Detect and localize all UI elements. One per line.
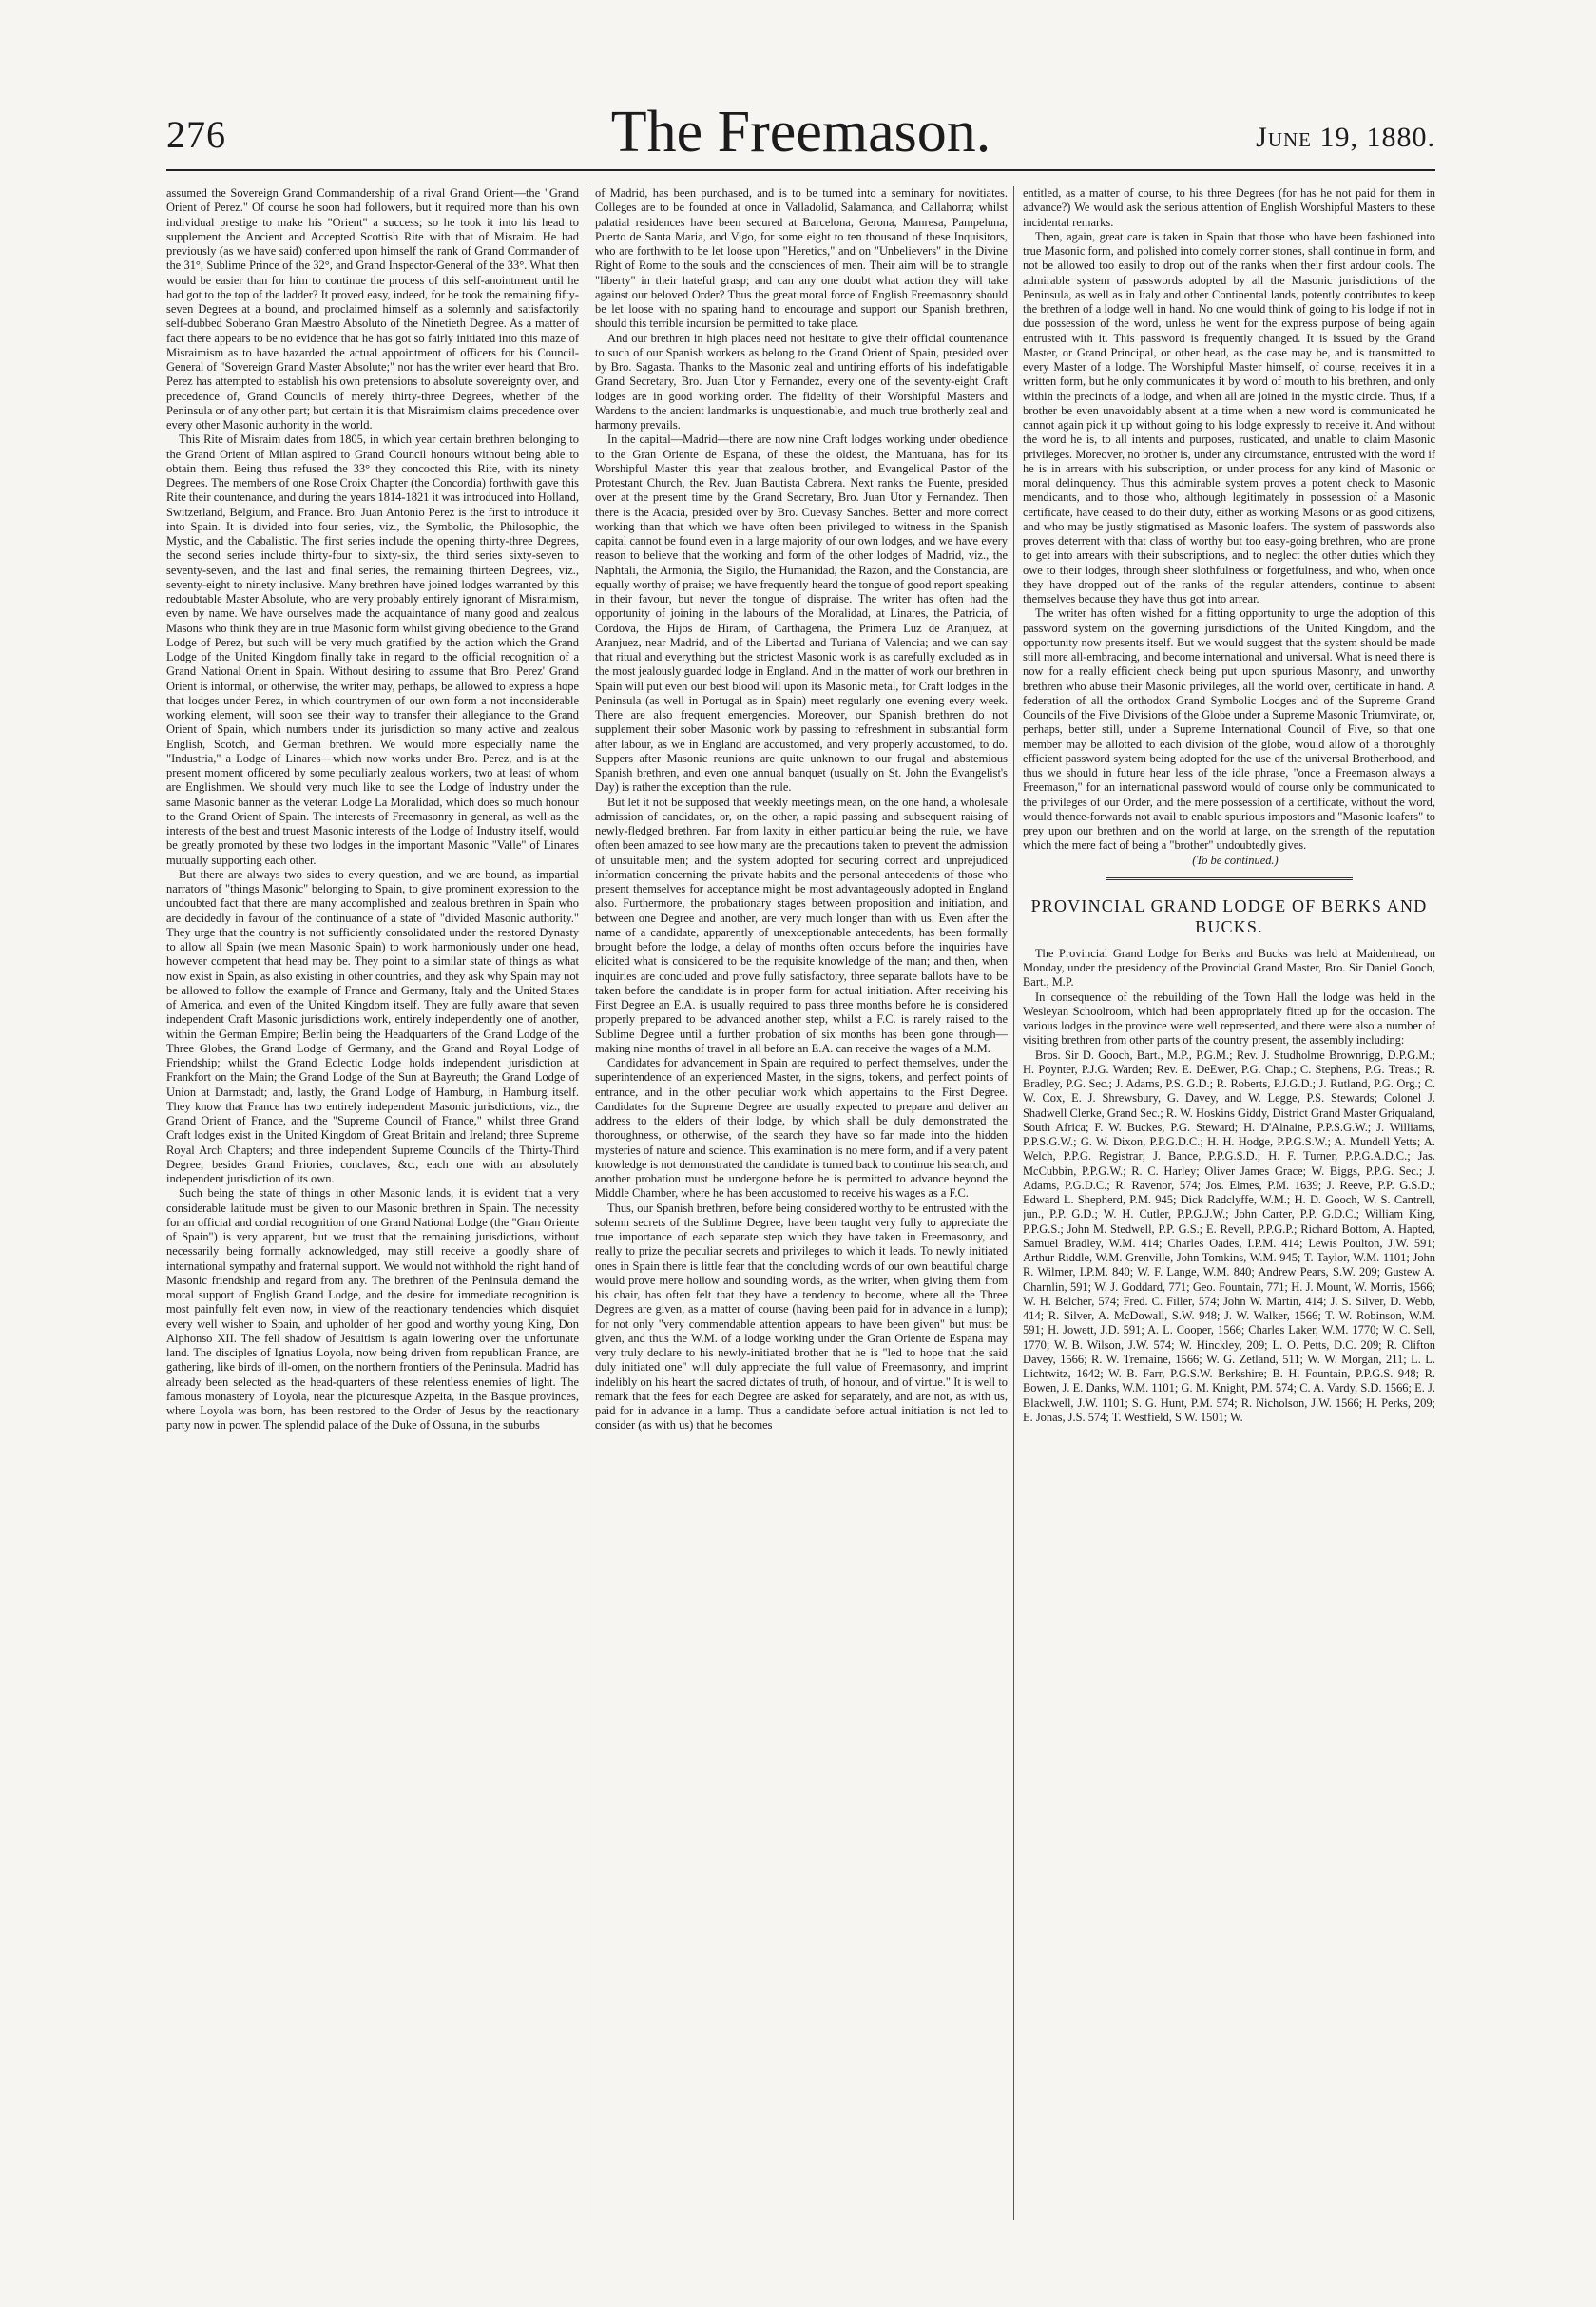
paragraph: Such being the state of things in other Masonic lands, it is evident that a very considerable latitude must be given to our Masonic brethren in Spain. The necessity for an official and cordial recognition of one Grand National Lodge (the "Gran Oriente of Spain") is very apparent, but we trust that the remaining jurisdictions, without necessarily being formally acknowledged, may still receive a goodly share of international sympathy and fraternal support. We would not withhold the right hand of Masonic friendship and regard from any. The brethren of the Peninsula demand the moral support of English Grand Lodge, and the desire for immediate recognition is most painfully felt even now, in view of the reactionary tendencies which disquiet every well wisher to Spain, and upholder of her good and worthy young King, Don Alphonso XII. The fell shadow of Jesuitism is again lowering over the unfortunate land. The disciples of Ignatius Loyola, now being driven from republican France, are gathering, like birds of ill-omen, on the northern frontiers of the Peninsula. Madrid has already been selected as the head-quarters of these relentless enemies of light. The famous monastery of Loyola, near the picturesque Azpeita, in the Basque provinces, where Loyola was born, has been restored to the Order of Jesus by the reactionary party now in power. The splendid palace of the Duke of Ossuna, in the suburbs [166,1186,579,1432]
column-1 [166,186,579,2220]
paragraph: In consequence of the rebuilding of the Town Hall the lodge was held in the Wesleyan Schoolroom, which had been appropriately fitted up for the occasion. The various lodges in the province were well represented, and there were also a number of visiting brethren from other parts of the country present, the assembly including: [1023,990,1435,1048]
masthead-title: The Freemason. [610,100,991,164]
paragraph: But let it not be supposed that weekly meetings mean, on the one hand, a wholesale admission of candidates, or, on the other, a rapid passing and subsequent raising of newly-fledged brethren. Far from laxity in either particular being the rule, we have often been amazed to see how many are the precautions taken to prevent the admission of unsuitable men; and the system adopted for securing correct and unprejudiced information concerning the private habits and the personal antecedents of those who present themselves for acceptance might be most advantageously adopted in England also. Furthermore, the probationary stages between proposition and initiation, and between one Degree and another, are very much longer than with us. Even after the name of a candidate, apparently of unexceptionable antecedents, has been formally brought before the lodge, a delay of months often occurs before the inquiries have elicited what is considered to be the requisite knowledge of the man; and then, when inquiries are concluded and prove fully satisfactory, three separate ballots have to be taken before the candidate is in proper form for actual initiation. After receiving his First Degree an E.A. is usually required to pass three months before he is considered properly prepared to be advanced another step, whilst a F.C. is rarely raised to the Sublime Degree until a further probation of six months has been gone through—making nine months of travel in all before an E.A. can receive the wages of a M.M. [595,795,1008,1055]
to-be-continued: (To be continued.) [1192,853,1279,867]
page-header [166,99,1435,165]
attendee-list: Bros. Sir D. Gooch, Bart., M.P., P.G.M.; Rev. J. Studholme Brownrigg, D.P.G.M.; H. Poynter, P.J.G. Warden; Rev. E. DeEwer, P.G. Chap.; C. Stephens, P.G. Treas.; R. Bradley, P.G. Sec.; J. Adams, P.S. G.D.; R. Roberts, P.J.G.D.; J. Rutland, P.G. Org.; C. W. Cox, E. J. Shrewsbury, G. Davey, and W. Legge, P.S. Stewards; Colonel J. Shadwell Clerke, Grand Sec.; R. W. Hoskins Giddy, District Grand Master Griqualand, South Africa; F. W. Buckes, P.G. Steward; H. D'Alnaine, P.P.S.G.W.; J. Williams, P.P.S.G.W.; G. W. Dixon, P.P.G.D.C.; H. H. Hodge, P.P.G.S.W.; A. Mundell Yetts; A. Welch, P.P.G. Registrar; J. Bance, P.P.G.S.D.; H. F. Turner, P.P.G.A.D.C.; Jas. McCubbin, P.P.G.W.; R. C. Harley; Oliver James Grace; W. Biggs, P.P.G. Sec.; J. Adams, P.G.D.C.; R. Ravenor, 574; Jos. Elmes, P.M. 1639; J. Reeve, P.P. G.S.D.; Edward L. Shepherd, P.M. 945; Dick Radclyffe, W.M.; H. D. Gooch, W. S. Cantrell, jun., P.P. G.D.; W. H. Cutler, P.P.G.J.W.; John Carter, P.P. G.D.C.; William King, P.P.G.S.; John M. Stedwell, P.P. G.S.; E. Revell, P.P.G.P.; Richard Bottom, A. Hapted, Samuel Bradley, W.M. 414; Charles Oades, I.P.M. 414; Lewis Poulton, J.W. 591; Arthur Riddle, W.M. Grenville, John Tomkins, W.M. 945; T. Taylor, W.M. 1101; John R. Wilmer, I.P.M. 840; W. F. Lange, W.M. 840; Andrew Pears, S.W. 209; Gustew A. Charnlin, 591; W. J. Goddard, 771; Geo. Fountain, 771; H. J. Mount, W. Morris, 1566; W. H. Belcher, 574; Fred. C. Filler, 574; John W. Martin, 414; J. S. Silver, D. Webb, 414; R. Silver, A. McDowall, S.W. 948; J. W. Walker, 1566; T. W. Robinson, W.M. 591; H. Jowett, J.D. 591; A. L. Cooper, 1566; Charles Laker, W.M. 1770; W. C. Sell, 1770; W. B. Wilson, J.W. 574; W. Hinckley, 209; L. O. Petts, D.C. 209; R. Clifton Davey, 1566; R. W. Tremaine, 1566; W. G. Zetland, 511; W. W. Morgan, 211; L. L. Lichtwitz, 1642; W. B. Farr, P.G.S.W. Berkshire; B. H. Fountain, P.P.G.S. 948; R. Bowen, J. E. Danks, W.M. 1101; G. M. Knight, P.M. 574; C. A. Vardy, S.D. 1566; E. J. Blackwell, J.W. 1101; S. G. Hunt, P.M. 574; R. Nicholson, J.W. 1566; H. Perks, 209; E. Jonas, J.S. 574; T. Westfield, S.W. 1501; W. [1023,1048,1435,1424]
paragraph: But there are always two sides to every question, and we are bound, as impartial narrators of "things Masonic" belonging to Spain, to give prominent expression to the undoubted fact that there are many accomplished and zealous brethren in Spain who are decidedly in favour of the continuance of a state of "divided Masonic authority." They urge that the country is not sufficiently consolidated under the restored Dynasty to allow all Spain (we mean Masonic Spain) to work harmoniously under one head, however competent that head may be. They point to a similar state of things as what now exist in Spain, as also existing in other countries, and they ask why Spain may not be allowed to follow the example of France and Germany, Italy and the United States of America, and even of the United Kingdom itself. They are fully aware that seven independent Craft Masonic jurisdictions work, entirely independently one of another, within the German Empire; Berlin being the Headquarters of the Grand Lodge of the Three Globes, the Grand Lodge of Germany, and the Grand and Royal Lodge of Friendship; whilst the Grand Eclectic Lodge holds independent jurisdiction at Frankfort on the Main; the Grand Lodge of the Sun at Bayreuth; the Grand Lodge of Union at Darmstadt; and, lastly, the Grand Lodge of Hamburg, in Hamburg itself. They know that France has two entirely independent Masonic jurisdictions, viz., the Grand Orient of France, and the "Supreme Council of France," whilst three Grand Craft lodges exist in the United Kingdom of Great Britain and Ireland; three Supreme Royal Arch Chapters; and three independent Supreme Councils of the Thirty-Third Degree; besides Grand Priories, conclaves, &c., each one with an absolutely independent jurisdiction of its own. [166,867,579,1185]
paragraph: Thus, our Spanish brethren, before being considered worthy to be entrusted with the solemn secrets of the Sublime Degree, have been taught very fully to appreciate the true importance of each separate step which they have taken in Freemasonry, and really to prize the peculiar secrets and privileges to which it leads. To newly initiated ones in Spain there is little fear that the concluding words of our own beautiful charge would prove mere hollow and sounding words, as the writer, when giving them from his chair, has often felt that they have a tendency to become, where all the Three Degrees are given, as a matter of course (having been paid for in advance in a lump); for not only "very commendable attention appears to have been given" but must be given, and thus the W.M. of a lodge working under the Gran Oriente de Espana may very truly declare to his newly-initiated brother that he is "led to hope that the said duly initiated one" will duly appreciate the full value of Freemasonry, and imprint indelibly on his heart the sacred dictates of truth, of honour, and of virtue." It is well to remark that the fees for each Degree are asked for separately, and are not, as with us, paid for in advance in a lump. Thus a candidate before actual initiation is not led to consider (as with us) that he becomes [595,1201,1008,1432]
column-3 [1023,186,1435,2220]
paragraph: of Madrid, has been purchased, and is to be turned into a seminary for novitiates. Colleges are to be founded at once in Valladolid, Salamanca, and Callahorra; whilst palatial residences have been secured at Barcelona, Gerona, Manresa, Pampeluna, Puerto de Santa Maria, and Vigo, for some eight to ten thousand of these Inquisitors, who are forthwith to be let loose upon "Heretics," and on "Unbelievers" in the Divine Right of Rome to the souls and the consciences of men. Their aim will be to strangle "liberty" in their hateful grasp; and can any one doubt what action they will take against our beloved Order? Thus the great moral force of English Freemasonry should be let loose with no sparing hand to encourage and support our Spanish brethren, should this terrible incursion be permitted to take place. [595,186,1008,331]
column-divider [1013,186,1014,2220]
paragraph: The writer has often wished for a fitting opportunity to urge the adoption of this password system on the governing jurisdictions of the United Kingdom, and the opportunity now presents itself. But we would suggest that the system should be made still more all-embracing, and become international and universal. What is need there is now for a really efficient check being put upon spurious Masonry, and unworthy brethren who abuse their Masonic privileges, all the world over, certificate in hand. A federation of all the orthodox Grand Symbolic Lodges and of the Supreme Grand Councils of the Five Divisions of the Globe under a Supreme Masonic Triumvirate, or, perhaps, better still, under a Supreme International Council of Five, so that one member may be allotted to each division of the globe, would allow of a thoroughly efficient password system being adopted for the use of the universal Brotherhood, and thus we should in future hear less of the idle phrase, "once a Freemason always a Freemason," for an international password would of course only be communicated to the privileges of our Order, and the mere possession of a certificate, without the word, would thence-forwards not avail to enable spurious impostors and "Masonic loafers" to prey upon our brethren and on the world at large, on the strength of the reputation which the mere fact of being a "brother" undoubtedly gives. [1023,606,1435,853]
paragraph: And our brethren in high places need not hesitate to give their official countenance to such of our Spanish workers as belong to the Grand Orient of Spain, presided over by Bro. Sagasta. Thanks to the Masonic zeal and untiring efforts of his indefatigable Grand Secretary, Bro. Juan Utor y Fernandez, every one of the seventy-eight Craft lodges are in good working order. The fidelity of their Worshipful Masters and Wardens to the ancient landmarks is unquestionable, and much true brotherly zeal and harmony prevails. [595,331,1008,432]
page-number: 276 [166,113,226,156]
paragraph: entitled, as a matter of course, to his three Degrees (for has he not paid for them in advance?) We would ask the serious attention of English Worshipful Masters to these incidental remarks. [1023,186,1435,229]
paragraph: This Rite of Misraim dates from 1805, in which year certain brethren belonging to the Grand Orient of Milan aspired to Grand Council honours without being able to obtain them. Being thus refused the 33° they concocted this Rite, with its ninety Degrees. The members of one Rose Croix Chapter (the Concordia) forthwith gave this Rite their countenance, and during the years 1814-1821 it was introduced into Holland, Switzerland, Belgium, and France. Bro. Juan Antonio Perez is the first to introduce it into Spain. It is divided into four series, viz., the Symbolic, the Philosophic, the Mystic, and the Cabalistic. The first series include the opening thirty-three Degrees, the second series include thirty-four to sixty-six, the third series sixty-seven to seventy-seven, and the last and final series, the remaining thirteen Degrees, viz., seventy-eight to ninety inclusive. Many brethren have joined lodges warranted by this redoubtable Master Absolute, who are very probably entirely ignorant of Misraimism, even by name. We have ourselves made the acquaintance of many good and zealous Masons who think they are in true Masonic form whilst giving obedience to the Grand Lodge of Perez, but such will be very much gratified by the action which the Grand Lodge of the United Kingdom finally take in regard to the official recognition of a Grand National Orient in Spain. Without desiring to assume that Bro. Perez' Grand Orient is informal, or otherwise, the writer may, perhaps, be allowed to express a hope that lodges under Perez, in which countrymen of our own form a not inconsiderable working element, will soon see their way to transfer their allegiance to the Grand Orient of Spain, which numbers under its jurisdiction so many active and zealous English, Scotch, and German brethren. We would more especially name the "Industria," a Lodge of Linares—which now works under Bro. Perez, and is at the present moment officered by some peculiarly zealous workers, two at least of whom are Englishmen. We should very much like to see the Lodge of Industry under the same Masonic banner as the veteran Lodge La Moralidad, which does so much honour to the Grand Orient of Spain. The interests of Freemasonry in general, as well as the interests of the best and truest Masonic interests of the Lodge of Industry itself, would be greatly promoted by these two lodges in the important Masonic "Valle" of Linares mutually supporting each other. [166,433,579,867]
section-divider [1106,877,1353,882]
paragraph: The Provincial Grand Lodge for Berks and Bucks was held at Maidenhead, on Monday, under the presidency of the Provincial Grand Master, Bro. Sir Daniel Gooch, Bart., M.P. [1023,946,1435,990]
header-rule [166,169,1435,171]
paragraph: assumed the Sovereign Grand Commandership of a rival Grand Orient—the "Grand Orient of Perez." Of course he soon had followers, but it required more than his own individual prestige to make his "Orient" a success; so he took it into his head to supplement the Ancient and Accepted Scottish Rite with that of Misraim. He had previously (as we have said) conferred upon himself the rank of Grand Commander of the 31°, Sublime Prince of the 32°, and Grand Inspector-General of the 33°. What then would be easier than for him to continue the process of this self-anointment until he had got to the top of the ladder? It proved easy, indeed, for he took the remaining fifty-seven Degrees at a bound, and proclaimed himself as a solemnly and satisfactorily self-dubbed Soberano Gran Maestro Absoluto of the Ninetieth Degree. As a matter of fact there appears to be no evidence that he has got so fairly initiated into this maze of Misraimism as to have hazarded the actual appointment of officers for his Council-General of "Sovereign Grand Master Absolute;" nor has the writer ever heard that Bro. Perez has attempted to establish his own pretensions to absolute sovereignty over, and precedence of, Grand Councils of merely thirty-three Degrees, whether of the Peninsula or of any other part; but certain it is that Misraimism claims precedence over every other Masonic authority in the world. [166,186,579,432]
issue-date: June 19, 1880. [1256,122,1435,153]
column-2 [595,186,1008,2220]
paragraph: Then, again, great care is taken in Spain that those who have been fashioned into true Masonic form, and polished into comely corner stones, shall continue in form, and not be allowed too easily to drop out of the ranks when their first ardour cools. The admirable system of passwords adopted by all the Masonic jurisdictions of the Peninsula, as well as in Italy and other Continental lands, potently contributes to keep the brethren of a lodge well in hand. No one would think of going to his lodge if not in due possession of the word, unless he went for the express purpose of being again entrusted with it. This password is frequently changed. It is issued by the Grand Master, or Grand Principal, or other head, as the case may be, and is transmitted to every Master of a lodge. The Worshipful Master himself, of course, receives it in a written form, but he only communicates it by word of mouth to his brethren, and only within the precincts of a lodge, and when all are joined in the mystic circle. Thus, if a brother be even unavoidably absent at a time when a new word is communicated he cannot again pick it up without going to his lodge expressly to receive it. And without the word he is, to all intents and purposes, rusticated, and unable to claim Masonic privileges. Moreover, no brother is, under any circumstance, entrusted with the word if he is in arrears with his subscription, or under process for any kind of Masonic or moral delinquency. Thus this admirable system proves a potent check to Masonic mendicants, and to those who, although legitimately in possession of a Masonic certificate, have ceased to do their duty, either as working Masons or as good citizens, and who may be justly stigmatised as Masonic loafers. The system of passwords also proves deterrent with that class of worthy but too easy-going brethren, who are prone to get into arrears with their subscriptions, and to neglect the other duties which they owe to their lodges, through sheer slothfulness or forgetfulness, and who, when once they have dropped out of the ranks of the regular attenders, continue to absent themselves because they have thus got into arrear. [1023,229,1435,606]
paragraph: In the capital—Madrid—there are now nine Craft lodges working under obedience to the Gran Oriente de Espana, of these the oldest, the Mantuana, has for its Worshipful Master this year that zealous brother, and Evangelical Pastor of the Protestant Church, the Rev. Juan Bautista Cabrera. Next ranks the Puente, presided over at the present time by the Grand Secretary, Bro. Juan Utor y Fernandez. Then there is the Acacia, presided over by Bro. Cuevasy Sanches. Better and more correct working than that which we have often been privileged to witness in the Spanish capital cannot be found even in a large majority of our own lodges, and we have every reason to believe that the working and form of the other lodges of Madrid, viz., the Naphtali, the Armonia, the Sigilo, the Humanidad, the Razon, and the Constancia, are equally worthy of praise; we have frequently heard the tongue of good report speaking in their favour, but never the tongue of dispraise. The writer has often had the opportunity of joining in the labours of the Moralidad, at Linares, the Patricia, of Cordova, the Hijos de Hiram, of Carthagena, the Primera Luz de Aranjuez, at Aranjuez, near Madrid, and of the Libertad and Turiana of Valencia; and we can say that ritual and everything but the strictest Masonic work is as carefully excluded as in the most jealously guarded lodge in England. And in the matter of work our brethren in Spain will put even our best blood will upon its Masonic metal, for Craft lodges in the Peninsula (as well in Portugal as in Spain) meet regularly one evening every week. There are also frequent emergencies. Moreover, our Spanish brethren do not supplement their sober Masonic work by passing to refreshment in substantial form after labour, as we in England are accustomed, and very properly accustomed, to do. Suppers after Masonic reunions are quite unknown to our frugal and abstemious Spanish brethren, and even one annual banquet (usually on St. John the Evangelist's Day) is rather the exception than the rule. [595,433,1008,795]
section-heading: PROVINCIAL GRAND LODGE OF BERKS AND BUCKS. [1030,895,1428,936]
paragraph: Candidates for advancement in Spain are required to perfect themselves, under the superintendence of an experienced Master, in the signs, tokens, and perfect points of entrance, and in the other peculiar work which appertains to the First Degree. Candidates for the Supreme Degree are usually expected to prepare and deliver an address to the elders of their lodge, by which shall be duly demonstrated the thoroughness, or otherwise, of the search they have so far made into the hidden mysteries of nature and science. This examination is no mere form, and if a very patent knowledge is not demonstrated the candidate is turned back to continue his search, and another probation must be undergone before he is permitted to advance beyond the Middle Chamber, where he has been accustomed to receive his wages as a F.C. [595,1056,1008,1201]
